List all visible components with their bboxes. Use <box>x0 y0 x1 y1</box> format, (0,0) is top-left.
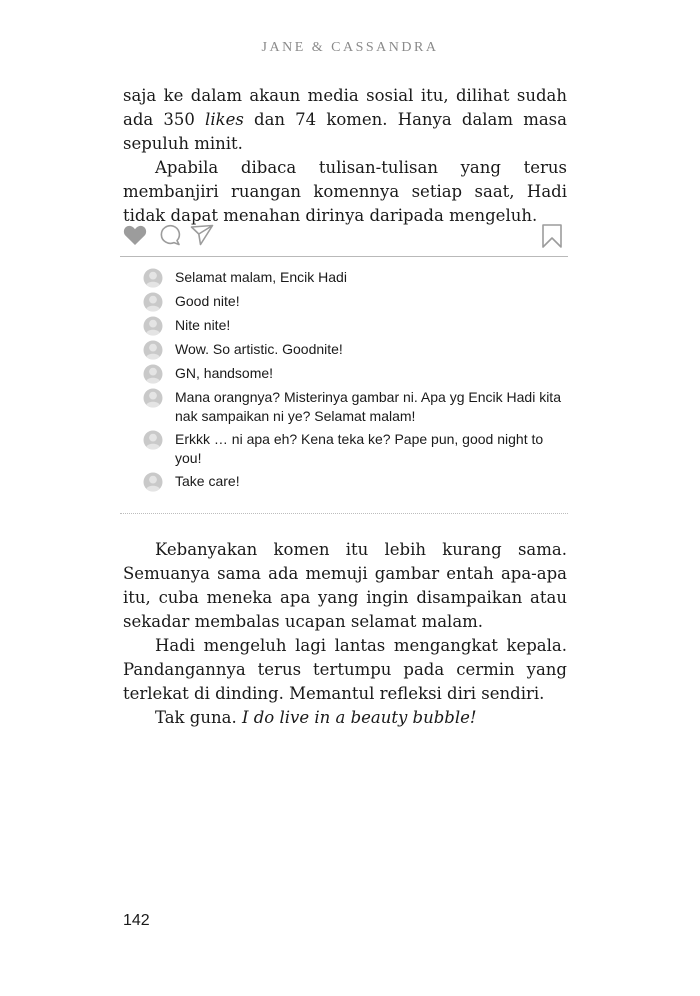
paragraph-comments-flood: Apabila dibaca tulisan-tulisan yang terus membanjiri ruangan komennya setiap saat, Hadi tidak dapat menahan dirinya daripada mengeluh. <box>123 158 567 225</box>
post-divider <box>120 256 568 257</box>
user-avatar-icon[interactable] <box>143 268 163 288</box>
comment-text: Take care! <box>175 473 240 489</box>
comment-item <box>143 292 563 312</box>
bottom-text-block <box>123 538 567 730</box>
comment-item <box>143 472 563 492</box>
top-text-block <box>123 84 567 228</box>
comment-text: Selamat malam, Encik Hadi <box>175 269 347 285</box>
paragraph-comment-summary: Kebanyakan komen itu lebih kurang sama. Semuanya sama ada memuji gambar entah apa-apa itu, cuba meneka apa yang ingin disampaikan atau sekadar membalas ucapan selamat malam. <box>123 540 567 631</box>
comment-text: GN, handsome! <box>175 365 274 381</box>
user-avatar-icon[interactable] <box>143 388 163 408</box>
user-avatar-icon[interactable] <box>143 364 163 384</box>
comment-item <box>143 340 563 360</box>
page-number: 142 <box>123 912 150 929</box>
italic-phrase: I do live in a beauty bubble! <box>241 708 477 727</box>
comment-item <box>143 364 563 384</box>
comment-text: Good nite! <box>175 293 240 309</box>
bookmark-icon[interactable] <box>541 224 563 248</box>
comment-item <box>143 268 563 288</box>
comments-divider <box>120 513 568 514</box>
paragraph-text: dan 74 komen. Hanya dalam masa sepuluh minit. <box>123 110 567 153</box>
comment-list <box>143 268 563 496</box>
paragraph-text: Tak guna. <box>155 708 242 727</box>
comment-item <box>143 316 563 336</box>
paragraph-text: saja ke dalam akaun media sosial itu, dilihat sudah ada 350 <box>123 86 567 129</box>
heart-icon[interactable] <box>123 224 147 246</box>
paragraph-likes-count <box>123 84 567 156</box>
comment-item <box>143 430 563 468</box>
user-avatar-icon[interactable] <box>143 292 163 312</box>
send-icon[interactable] <box>190 224 214 246</box>
comment-bubble-icon[interactable] <box>158 224 182 246</box>
post-action-bar <box>123 222 567 252</box>
user-avatar-icon[interactable] <box>143 430 163 450</box>
comment-text: Erkkk … ni apa eh? Kena teka ke? Pape pun, good night to you! <box>175 431 544 466</box>
comment-text: Mana orangnya? Misterinya gambar ni. Apa yg Encik Hadi kita nak sampaikan ni ye? Selamat malam! <box>175 389 561 424</box>
paragraph-beauty-bubble <box>123 706 567 730</box>
user-avatar-icon[interactable] <box>143 472 163 492</box>
comment-text: Wow. So artistic. Goodnite! <box>175 341 343 357</box>
italic-word-likes: likes <box>205 110 244 129</box>
comment-text: Nite nite! <box>175 317 231 333</box>
comment-item <box>143 388 563 426</box>
running-header: JANE & CASSANDRA <box>261 40 439 55</box>
user-avatar-icon[interactable] <box>143 316 163 336</box>
paragraph-mirror: Hadi mengeluh lagi lantas mengangkat kepala. Pandangannya terus tertumpu pada cermin yang terlekat di dinding. Memantul refleksi diri sendiri. <box>123 636 567 703</box>
user-avatar-icon[interactable] <box>143 340 163 360</box>
